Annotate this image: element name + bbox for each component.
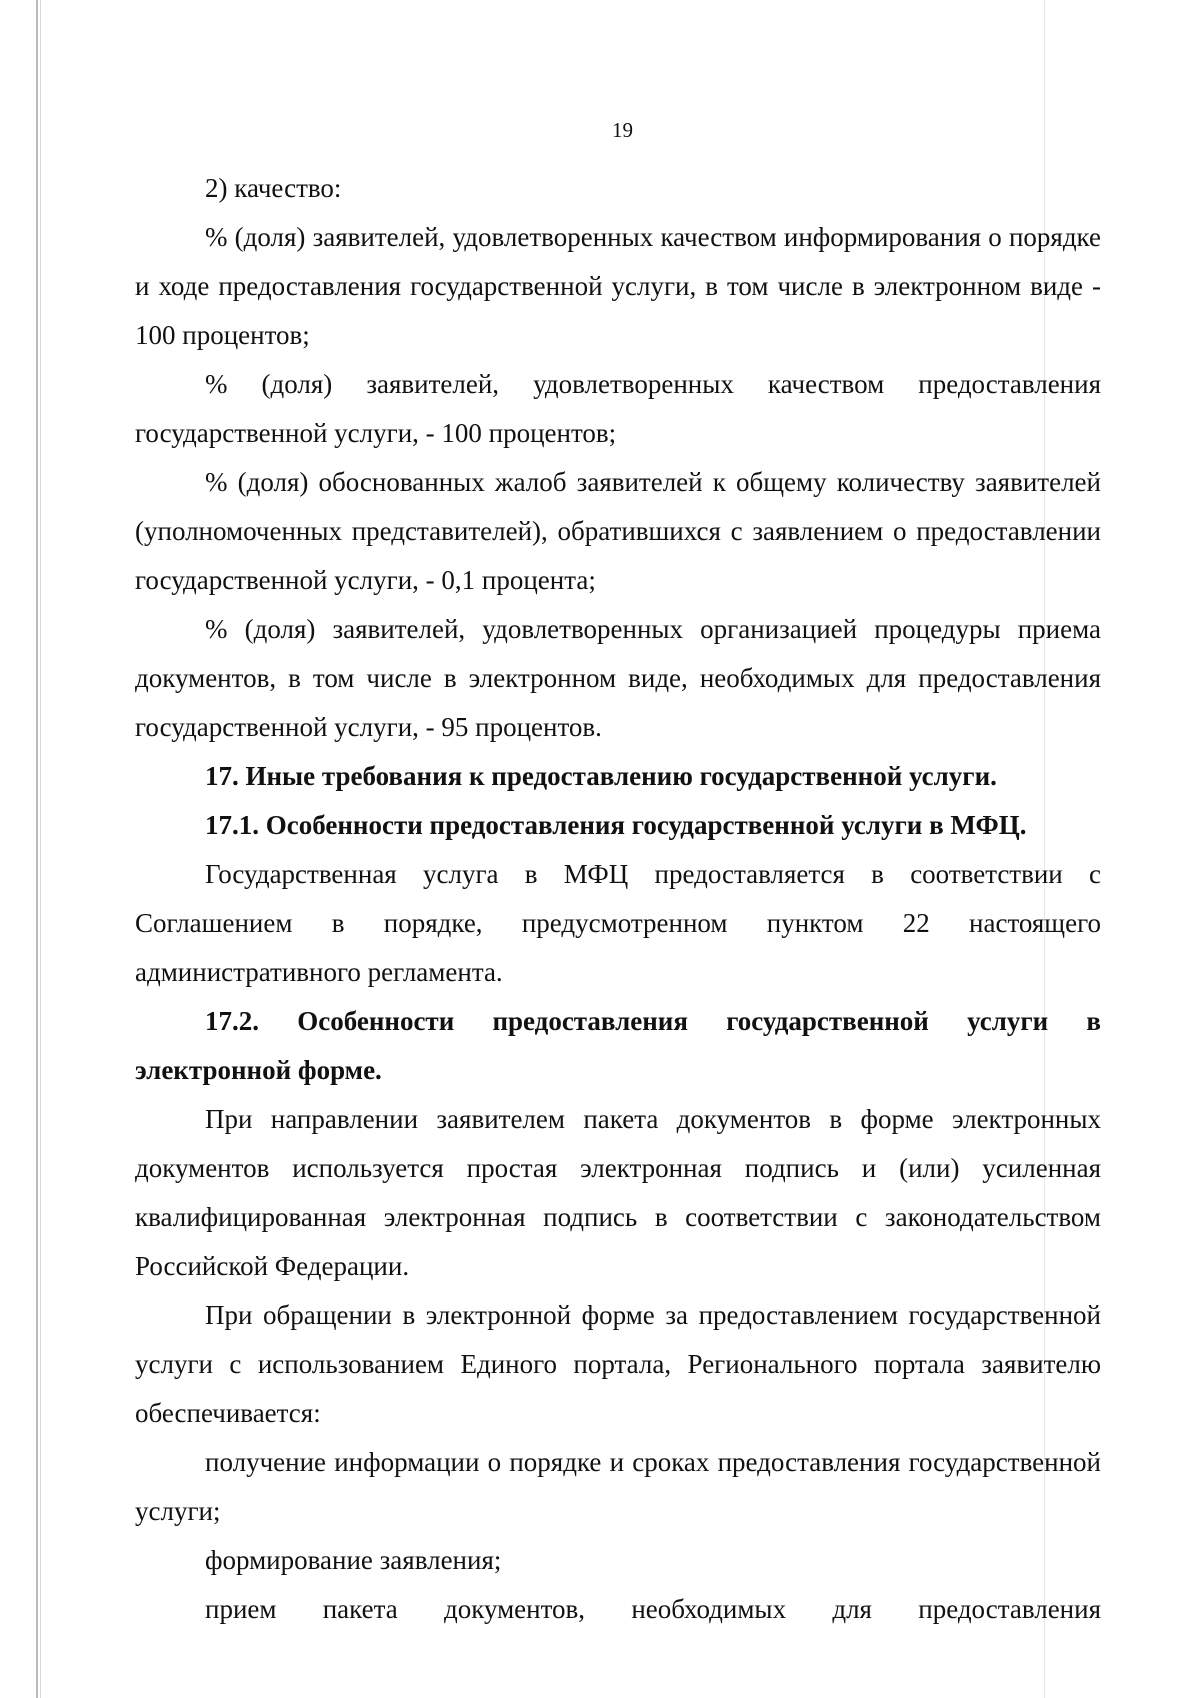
- section-17-1-heading: 17.1. Особенности предоставления государственной услуги в МФЦ.: [205, 810, 1027, 840]
- paragraph-informing-quality: % (доля) заявителей, удовлетворенных качеством информирования о порядке и ходе предоставления государственной услуги, в том числе в электронном виде - 100 процентов;: [135, 222, 1101, 350]
- section-17-2-heading: 17.2. Особенности предоставления государственной услуги в электронной форме.: [135, 1006, 1101, 1085]
- paragraph-service-quality: % (доля) заявителей, удовлетворенных качеством предоставления государственной услуги, - 100 процентов;: [135, 369, 1101, 448]
- list-item-application-forming: формирование заявления;: [205, 1545, 502, 1575]
- page-number: 19: [612, 118, 633, 142]
- paragraph-document-reception: % (доля) заявителей, удовлетворенных организацией процедуры приема документов, в том числе в электронном виде, необходимых для предоставления государственной услуги, - 95 процентов.: [135, 614, 1101, 742]
- scan-edge-inner: [40, 0, 41, 1698]
- paragraph-quality-heading: 2) качество:: [205, 173, 342, 203]
- section-17-heading: 17. Иные требования к предоставлению государственной услуги.: [205, 761, 997, 791]
- scan-edge: [36, 0, 38, 1698]
- document-body: [135, 164, 1101, 1634]
- paragraph-electronic-request: При обращении в электронной форме за предоставлением государственной услуги с использованием Единого портала, Регионального портала заявителю обеспечивается:: [135, 1300, 1101, 1428]
- list-item-information: получение информации о порядке и сроках предоставления государственной услуги;: [135, 1447, 1101, 1526]
- list-item-document-reception: прием пакета документов, необходимых для предоставления: [205, 1594, 1101, 1624]
- paragraph-complaints-share: % (доля) обоснованных жалоб заявителей к общему количеству заявителей (уполномоченных представителей), обратившихся с заявлением о предоставлении государственной услуги, - 0,1 процента;: [135, 467, 1101, 595]
- paragraph-electronic-signature: При направлении заявителем пакета документов в форме электронных документов используется простая электронная подпись и (или) усиленная квалифицированная электронная подпись в соответствии с законодательством Российской Федерации.: [135, 1104, 1101, 1281]
- paragraph-mfc-service: Государственная услуга в МФЦ предоставляется в соответствии с Соглашением в порядке, предусмотренном пунктом 22 настоящего административного регламента.: [135, 859, 1101, 987]
